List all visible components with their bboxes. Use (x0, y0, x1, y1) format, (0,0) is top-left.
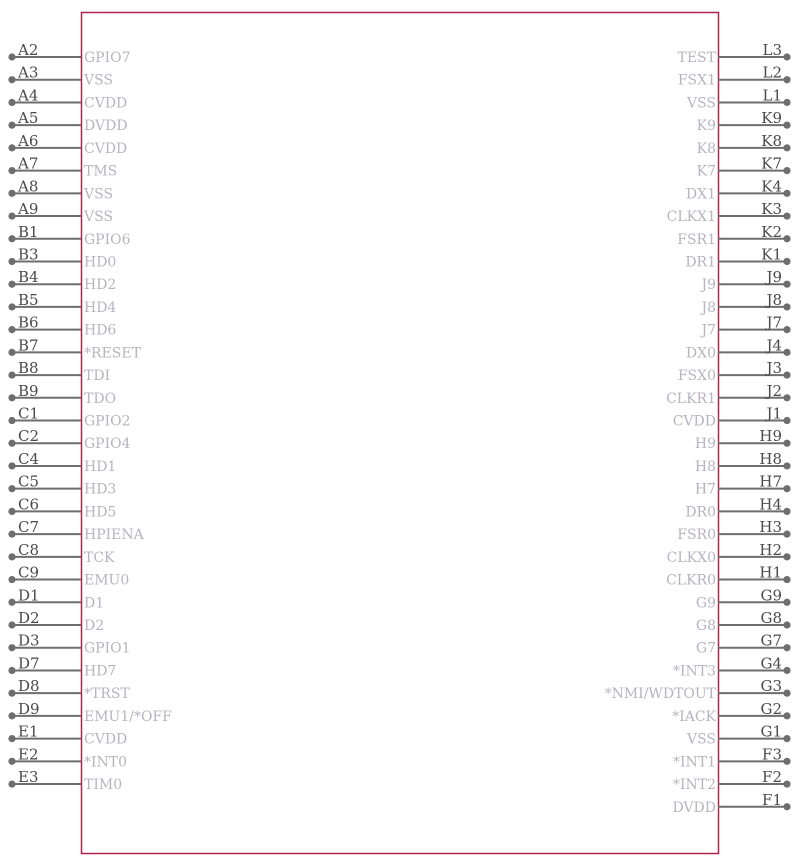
left-pin (8, 632, 130, 657)
pin-name: FSR1 (677, 231, 716, 248)
pin-number: B3 (18, 245, 39, 264)
pin-name: FSX0 (677, 368, 716, 385)
left-pin (8, 109, 127, 134)
left-pin (8, 427, 130, 452)
right-pin (673, 654, 791, 679)
pin-end-dot (783, 440, 790, 447)
right-pin (605, 677, 791, 702)
pin-end-dot (783, 644, 790, 651)
pin-number: F2 (762, 768, 782, 787)
right-pin (699, 291, 790, 316)
right-pin (686, 723, 791, 748)
pin-end-dot (8, 599, 15, 606)
pin-end-dot (783, 167, 790, 174)
pin-name: GPIO7 (84, 50, 131, 66)
left-pin (8, 291, 116, 316)
right-pin (699, 268, 790, 293)
right-pin (678, 41, 791, 66)
pin-end-dot (783, 122, 790, 129)
left-pin (8, 177, 113, 202)
pin-end-dot (8, 235, 15, 242)
pin-number: A5 (18, 109, 39, 128)
pin-number: A9 (18, 200, 39, 219)
pin-end-dot (8, 167, 15, 174)
pin-name: CLKX1 (666, 209, 716, 226)
pin-name: TDI (84, 368, 111, 385)
right-pin (666, 382, 791, 407)
left-pin (8, 700, 172, 725)
pin-name: VSS (686, 731, 716, 748)
pin-number: D3 (18, 631, 40, 650)
right-pin (696, 632, 791, 657)
right-pin (697, 155, 791, 180)
pin-end-dot (8, 144, 15, 151)
pin-number: D1 (18, 586, 40, 605)
pin-number: K9 (761, 109, 782, 128)
pin-end-dot (8, 76, 15, 83)
pin-end-dot (8, 440, 15, 447)
right-pin-column (605, 41, 791, 816)
pin-number: J1 (766, 404, 782, 423)
pin-number: C8 (18, 540, 40, 559)
pin-number: K4 (761, 177, 782, 196)
pin-name: K7 (696, 163, 716, 180)
pin-name: EMU0 (84, 572, 130, 589)
pin-end-dot (8, 508, 15, 515)
pin-end-dot (783, 531, 790, 538)
pin-number: C5 (18, 472, 40, 491)
pin-name: EMU1/*OFF (84, 708, 172, 725)
pin-end-dot (8, 690, 15, 697)
right-pin (673, 405, 791, 430)
right-pin (686, 336, 791, 361)
pin-number: D9 (18, 699, 40, 718)
left-pin (8, 495, 116, 520)
pin-end-dot (783, 212, 790, 219)
pin-end-dot (783, 712, 790, 719)
pin-number: B4 (18, 268, 39, 287)
pin-end-dot (783, 780, 790, 787)
pin-number: K8 (761, 131, 782, 150)
pin-name: HPIENA (84, 527, 144, 544)
pin-end-dot (783, 758, 790, 765)
pin-name: H7 (694, 481, 716, 498)
left-pin (8, 41, 130, 66)
right-pin (677, 518, 790, 543)
pin-end-dot (783, 599, 790, 606)
left-pin (8, 245, 116, 270)
pin-number: C6 (18, 495, 40, 514)
pin-end-dot (8, 417, 15, 424)
pin-number: B9 (18, 381, 39, 400)
right-pin (699, 314, 790, 339)
right-pin (678, 64, 791, 89)
pin-number: C1 (18, 404, 40, 423)
pin-end-dot (783, 485, 790, 492)
pin-name: GPIO6 (84, 231, 131, 248)
pin-name: G7 (695, 640, 716, 657)
pin-end-dot (783, 258, 790, 265)
right-pin (672, 791, 790, 816)
right-pin (673, 745, 791, 770)
left-pin (8, 564, 129, 589)
right-pin (695, 427, 791, 452)
pin-name: FSR0 (677, 527, 716, 544)
left-pin (8, 314, 116, 339)
pin-end-dot (8, 190, 15, 197)
pin-end-dot (8, 303, 15, 310)
pin-name: FSX1 (677, 72, 716, 89)
pin-name: CVDD (84, 95, 128, 112)
pin-end-dot (783, 462, 790, 469)
left-pin (8, 155, 117, 180)
pin-end-dot (8, 281, 15, 288)
pin-end-dot (8, 576, 15, 583)
left-pin (8, 86, 127, 111)
pin-name: HD6 (84, 322, 117, 339)
pin-number: B5 (18, 290, 39, 309)
pin-number: J9 (766, 268, 782, 287)
left-pin (8, 223, 130, 248)
pin-end-dot (8, 531, 15, 538)
pin-number: A6 (18, 131, 39, 150)
pin-name: VSS (686, 95, 716, 112)
pin-number: E3 (18, 768, 39, 787)
pin-number: J7 (766, 313, 782, 332)
right-pin (696, 586, 791, 611)
right-pin (685, 245, 790, 270)
pin-end-dot (783, 621, 790, 628)
pin-end-dot (783, 53, 790, 60)
pin-end-dot (783, 190, 790, 197)
right-pin (677, 223, 790, 248)
pin-end-dot (8, 667, 15, 674)
pin-number: G9 (760, 586, 782, 605)
pin-number: D8 (18, 677, 40, 696)
pin-end-dot (8, 212, 15, 219)
pin-number: L1 (762, 86, 782, 105)
right-pin (678, 359, 791, 384)
pin-name: HD4 (84, 299, 117, 316)
pin-end-dot (783, 371, 790, 378)
pin-name: CLKX0 (666, 549, 716, 566)
right-pin (695, 450, 791, 475)
pin-end-dot (783, 690, 790, 697)
pin-end-dot (8, 621, 15, 628)
pin-number: L3 (762, 41, 782, 59)
pin-number: F3 (762, 745, 782, 764)
left-pin (8, 132, 127, 157)
right-pin (686, 86, 791, 111)
pin-end-dot (8, 462, 15, 469)
pin-name: TIM0 (84, 777, 123, 794)
pin-name: HD0 (84, 254, 117, 271)
pin-number: K7 (761, 154, 782, 173)
pin-number: K1 (761, 245, 782, 264)
pin-number: A8 (18, 177, 39, 196)
pin-end-dot (8, 326, 15, 333)
pin-number: J4 (766, 336, 782, 355)
pin-name: *INT2 (672, 777, 716, 794)
pin-name: DX1 (685, 186, 716, 203)
pin-name: H9 (694, 436, 716, 453)
ic-body-outline (82, 13, 719, 854)
pin-name: TEST (677, 50, 716, 66)
pin-name: VSS (84, 209, 114, 226)
right-pin (666, 564, 791, 589)
pin-number: J8 (766, 290, 782, 309)
pin-name: CVDD (84, 731, 128, 748)
pin-number: A7 (18, 154, 39, 173)
left-pin (8, 518, 144, 543)
pin-end-dot (783, 235, 790, 242)
pin-number: G3 (760, 677, 782, 696)
pin-end-dot (783, 99, 790, 106)
pin-name: GPIO4 (84, 436, 131, 453)
left-pin (8, 586, 104, 611)
pin-name: *TRST (84, 686, 130, 703)
left-pin (8, 723, 127, 748)
pin-name: HD2 (84, 277, 117, 294)
left-pin (8, 268, 116, 293)
pin-end-dot (8, 780, 15, 787)
pin-number: K2 (761, 222, 782, 241)
pin-number: C2 (18, 427, 40, 446)
pin-number: A4 (18, 86, 39, 105)
pin-number: G7 (760, 631, 782, 650)
right-pin (697, 109, 791, 134)
pin-name: HD1 (84, 458, 117, 475)
left-pin (8, 200, 113, 225)
pin-number: B1 (18, 222, 39, 241)
pin-end-dot (8, 394, 15, 401)
pin-end-dot (8, 258, 15, 265)
pin-number: B8 (18, 359, 39, 378)
pin-number: J2 (766, 381, 782, 400)
pin-name: DR0 (685, 504, 716, 521)
pin-name: CLKR0 (666, 572, 716, 589)
right-pin (667, 541, 791, 566)
pin-name: *INT1 (672, 754, 716, 771)
left-pin (8, 405, 130, 430)
right-pin (686, 177, 791, 202)
pin-end-dot (8, 758, 15, 765)
pin-name: D1 (84, 595, 105, 612)
pin-name: TDO (84, 390, 117, 407)
pin-name: HD3 (84, 481, 117, 498)
right-pin (673, 768, 791, 793)
pin-end-dot (8, 122, 15, 129)
pin-end-dot (8, 349, 15, 356)
left-pin (8, 359, 110, 384)
pin-end-dot (783, 303, 790, 310)
pin-number: E1 (18, 722, 39, 741)
pin-name: K8 (696, 140, 716, 157)
pin-name: CVDD (84, 140, 128, 157)
left-pin (8, 677, 130, 702)
pin-number: G2 (760, 699, 782, 718)
pin-number: H7 (759, 472, 782, 491)
right-pin (696, 609, 791, 634)
pin-name: K9 (696, 118, 716, 135)
pin-name: J8 (701, 299, 716, 316)
pin-number: K3 (761, 200, 782, 219)
pin-name: DR1 (685, 254, 716, 271)
pin-end-dot (783, 144, 790, 151)
pin-end-dot (783, 735, 790, 742)
pin-number: H2 (759, 540, 782, 559)
left-pin (8, 382, 116, 407)
pin-end-dot (8, 644, 15, 651)
pin-name: *NMI/WDTOUT (604, 686, 716, 703)
pin-number: A2 (18, 41, 39, 59)
pin-end-dot (8, 53, 15, 60)
left-pin (8, 336, 141, 361)
pin-number: H4 (759, 495, 782, 514)
left-pin-column (8, 41, 172, 793)
pin-end-dot (8, 371, 15, 378)
left-pin (8, 745, 127, 770)
pin-name: G8 (695, 618, 716, 634)
pin-end-dot (783, 667, 790, 674)
pin-number: F1 (762, 790, 782, 809)
left-pin (8, 541, 115, 566)
left-pin (8, 768, 122, 793)
pin-end-dot (783, 281, 790, 288)
right-pin (695, 473, 791, 498)
pin-name: HD5 (84, 504, 117, 521)
pin-end-dot (783, 349, 790, 356)
pin-number: G4 (760, 654, 782, 673)
pin-number: C7 (18, 518, 40, 537)
right-pin (697, 132, 791, 157)
left-pin (8, 450, 116, 475)
pin-name: DX0 (685, 345, 716, 362)
pin-name: GPIO1 (84, 640, 131, 657)
pin-end-dot (783, 417, 790, 424)
pin-name: G9 (695, 595, 716, 612)
pin-number: G8 (760, 609, 782, 627)
pin-number: B7 (18, 336, 39, 355)
right-pin (672, 700, 790, 725)
pin-number: C4 (18, 449, 40, 468)
left-pin (8, 609, 104, 634)
pin-name: VSS (84, 186, 114, 203)
pin-number: C9 (18, 563, 40, 582)
pin-number: H9 (759, 427, 782, 446)
pin-name: DVDD (672, 799, 716, 816)
pin-end-dot (8, 485, 15, 492)
right-pin (667, 200, 791, 225)
left-pin (8, 654, 116, 679)
pin-end-dot (783, 76, 790, 83)
pin-name: H8 (694, 458, 716, 475)
pin-end-dot (783, 553, 790, 560)
pin-number: D2 (18, 609, 40, 627)
pin-end-dot (783, 326, 790, 333)
pin-end-dot (783, 803, 790, 810)
pin-name: HD7 (84, 663, 117, 680)
pin-name: J7 (701, 322, 716, 339)
pin-name: D2 (84, 618, 105, 634)
pin-end-dot (8, 735, 15, 742)
pin-number: L2 (762, 63, 782, 82)
pin-end-dot (783, 576, 790, 583)
pin-end-dot (8, 712, 15, 719)
pin-name: VSS (84, 72, 114, 89)
left-pin (8, 64, 113, 89)
pin-name: *RESET (84, 345, 141, 362)
pin-name: *INT3 (672, 663, 716, 680)
pin-end-dot (783, 394, 790, 401)
pin-number: E2 (18, 745, 39, 764)
pin-end-dot (8, 99, 15, 106)
pin-number: D7 (18, 654, 40, 673)
pin-number: H8 (759, 449, 782, 468)
pin-name: GPIO2 (84, 413, 131, 430)
pin-number: B6 (18, 313, 39, 332)
pin-name: *INT0 (84, 754, 128, 771)
pin-end-dot (8, 553, 15, 560)
pin-name: TCK (84, 549, 115, 566)
pin-name: *IACK (672, 708, 716, 725)
left-pin (8, 473, 116, 498)
pin-number: H1 (759, 563, 782, 582)
pin-name: DVDD (84, 118, 128, 135)
pin-number: A3 (18, 63, 39, 82)
pin-number: G1 (760, 722, 782, 741)
pin-number: J3 (766, 359, 782, 378)
pin-name: CVDD (672, 413, 716, 430)
right-pin (685, 495, 790, 520)
pin-name: TMS (84, 163, 118, 180)
pin-name: J9 (701, 277, 716, 294)
pin-end-dot (783, 508, 790, 515)
pin-number: H3 (759, 518, 782, 537)
pin-name: CLKR1 (666, 390, 716, 407)
